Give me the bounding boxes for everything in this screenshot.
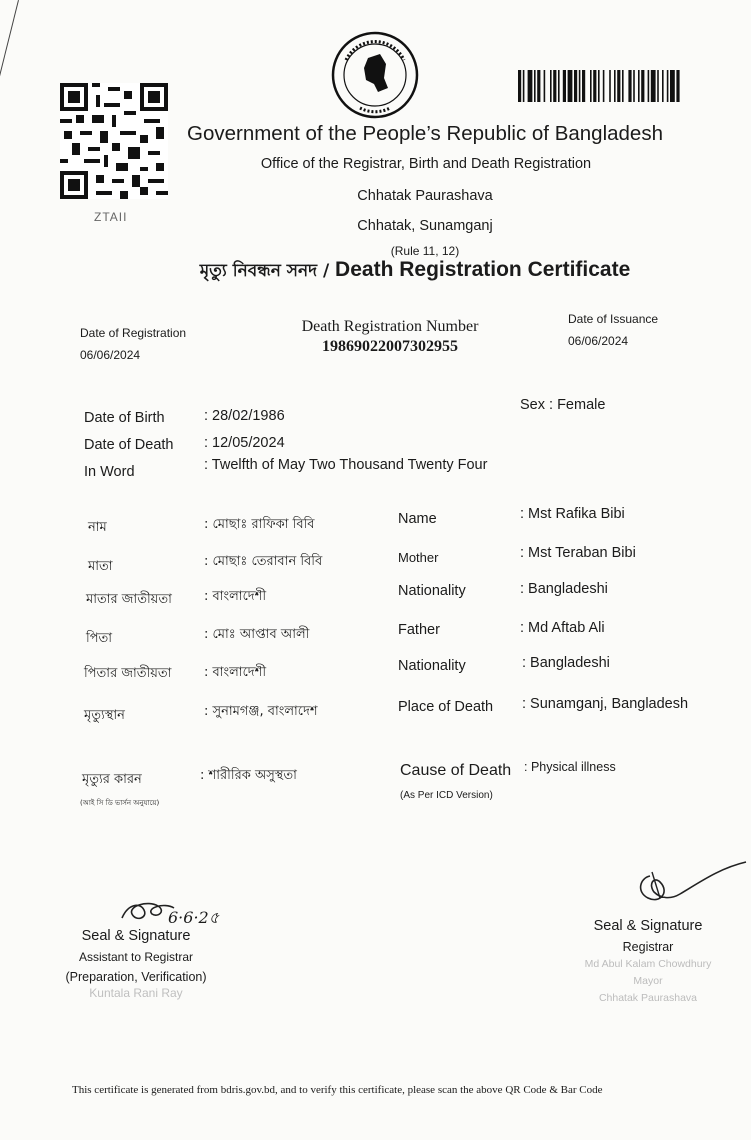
registrar-title-faded: Mayor [633, 975, 663, 987]
bn-name-value: : মোছাঃ রাফিকা বিবি [204, 517, 315, 532]
bn-place-of-death-label: মৃত্যুস্থান [84, 708, 125, 723]
registration-number-block [270, 318, 510, 356]
government-seal-logo [330, 30, 420, 120]
en-mother-label: Mother [398, 550, 439, 565]
registrar-seal-title: Seal & Signature [593, 918, 703, 934]
registration-date-label: Date of Registration [80, 326, 187, 340]
assistant-note: (Preparation, Verification) [65, 970, 207, 984]
death-date-value: : 12/05/2024 [204, 435, 285, 451]
en-place-of-death-value: : Sunamganj, Bangladesh [522, 696, 689, 712]
sex-value: Sex : Female [520, 397, 606, 413]
assistant-name-faded: Kuntala Rani Ray [89, 986, 183, 1000]
district-heading: Chhatak, Sunamganj [357, 218, 493, 234]
death-date-label: Date of Death [84, 437, 174, 453]
registrar-office-faded: Chhatak Paurashava [598, 992, 698, 1004]
en-cause-label: Cause of Death [400, 762, 512, 779]
qr-caption: ZTAII [94, 210, 128, 224]
handwritten-date: 6·6·2৫ [168, 908, 220, 927]
bn-cause-label: মৃত্যুর কারন [82, 772, 142, 787]
bn-father-nationality-value: : বাংলাদেশী [204, 665, 267, 680]
issuance-date-label: Date of Issuance [568, 312, 659, 326]
registrar-signature-scribble [630, 858, 748, 910]
en-father-value: : Md Aftab Ali [520, 620, 605, 636]
bn-father-label: পিতা [86, 631, 113, 646]
en-mother-nationality-value: : Bangladeshi [520, 581, 608, 597]
issuance-date-value: 06/06/2024 [568, 334, 629, 348]
bn-mother-label: মাতা [88, 559, 113, 574]
assistant-signature-block [56, 928, 216, 1000]
registration-number-label: Death Registration Number [301, 318, 479, 335]
certificate-title-bn: মৃত্যু নিবন্ধন সনদ / [199, 261, 330, 281]
inword-value: : Twelfth of May Two Thousand Twenty Four [204, 457, 488, 473]
registrar-signature-block [578, 918, 718, 1005]
government-heading: Government of the People’s Republic of Bangladesh [187, 122, 663, 145]
city-heading: Chhatak Paurashava [357, 188, 493, 204]
en-father-label: Father [398, 622, 440, 638]
registration-date-value: 06/06/2024 [80, 348, 141, 362]
bn-father-value: : মোঃ আপ্তাব আলী [204, 627, 310, 642]
bn-name-label: নাম [88, 520, 107, 535]
en-father-nationality-label: Nationality [398, 658, 466, 674]
bn-mother-nationality-value: : বাংলাদেশী [204, 589, 267, 604]
registration-number-value: 19869022007302955 [322, 338, 458, 355]
assistant-role: Assistant to Registrar [78, 950, 194, 964]
registrar-name-faded: Md Abul Kalam Chowdhury [584, 958, 712, 970]
bn-cause-value: : শারীরিক অসুস্থতা [200, 768, 297, 783]
certificate-title-en: Death Registration Certificate [335, 258, 631, 281]
en-cause-value: : Physical illness [524, 760, 616, 774]
en-mother-nationality-label: Nationality [398, 583, 466, 599]
en-name-value: : Mst Rafika Bibi [520, 506, 625, 522]
bn-place-of-death-value: : সুনামগঞ্জ, বাংলাদেশ [204, 704, 318, 719]
inword-label: In Word [84, 464, 135, 480]
en-father-nationality-value: : Bangladeshi [522, 655, 610, 671]
bn-mother-value: : মোছাঃ তেরাবান বিবি [204, 554, 323, 569]
certificate-title [180, 258, 650, 286]
en-name-label: Name [398, 511, 437, 527]
barcode[interactable] [518, 70, 730, 102]
birth-date-label: Date of Birth [84, 410, 165, 426]
rule-reference: (Rule 11, 12) [390, 244, 460, 258]
assistant-seal-title: Seal & Signature [81, 928, 191, 944]
bn-father-nationality-label: পিতার জাতীয়তা [84, 666, 172, 681]
office-heading: Office of the Registrar, Birth and Death Registration [260, 156, 592, 172]
bn-cause-note: (আই সি ডি ভার্সন অনুযায়ে) [80, 799, 160, 807]
pen-mark [0, 0, 19, 88]
bn-mother-nationality-label: মাতার জাতীয়তা [86, 592, 172, 607]
registrar-role: Registrar [622, 940, 674, 954]
birth-date-value: : 28/02/1986 [204, 408, 285, 424]
en-mother-value: : Mst Teraban Bibi [520, 545, 636, 561]
verification-footer: This certificate is generated from bdris.gov.bd, and to verify this certificate, please scan the above QR Code & Bar Code [72, 1084, 603, 1096]
en-place-of-death-label: Place of Death [398, 699, 494, 715]
en-cause-note: (As Per ICD Version) [400, 790, 493, 801]
registration-date-block [80, 326, 186, 362]
issuance-date-block [568, 312, 658, 348]
qr-code[interactable] [60, 82, 168, 200]
